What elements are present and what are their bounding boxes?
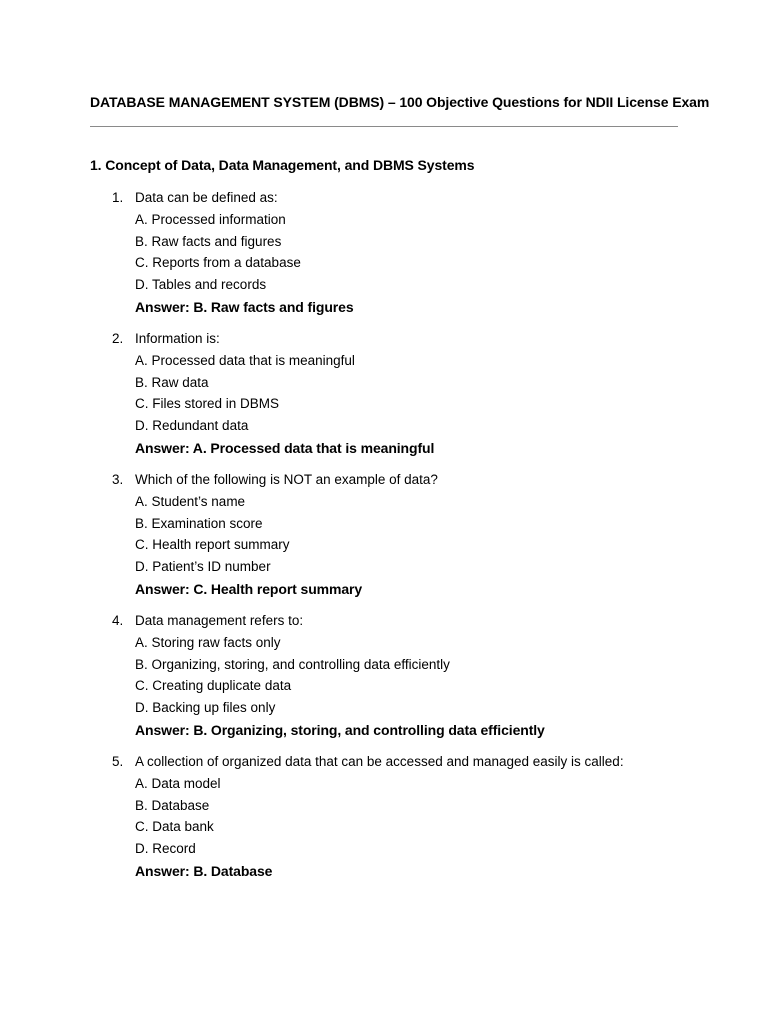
- option-b: B. Raw facts and figures: [135, 233, 282, 249]
- option-b: B. Raw data: [135, 374, 209, 390]
- option-a: A. Processed information: [135, 211, 286, 227]
- option-b: B. Database: [135, 797, 210, 813]
- option-b: B. Examination score: [135, 515, 263, 531]
- question-item: [90, 469, 678, 600]
- question-text: A collection of organized data that can be accessed and managed easily is called:: [135, 753, 624, 769]
- title-divider: [90, 126, 678, 127]
- option-d: D. Record: [135, 841, 196, 857]
- question-number: 5.: [112, 753, 124, 769]
- question-text: Data management refers to:: [135, 612, 304, 628]
- option-d: D. Tables and records: [135, 277, 267, 293]
- question-item: [90, 328, 678, 459]
- option-c: C. Files stored in DBMS: [135, 396, 280, 412]
- question-text: Data can be defined as:: [135, 190, 278, 205]
- option-c: C. Data bank: [135, 819, 214, 835]
- document-title: DATABASE MANAGEMENT SYSTEM (DBMS) – 100 Objective Questions for NDII License Exam: [90, 94, 710, 110]
- option-c: C. Health report summary: [135, 537, 290, 553]
- option-d: D. Backing up files only: [135, 700, 276, 716]
- question-item: [90, 610, 678, 741]
- option-a: A. Data model: [135, 775, 221, 791]
- question-number: 4.: [112, 612, 124, 628]
- section-heading: 1. Concept of Data, Data Management, and DBMS Systems: [90, 157, 475, 173]
- option-c: C. Reports from a database: [135, 255, 301, 271]
- option-a: A. Processed data that is meaningful: [135, 352, 355, 368]
- question-list: [90, 187, 678, 882]
- answer-line: Answer: A. Processed data that is meaningful: [135, 439, 435, 456]
- answer-line: Answer: C. Health report summary: [135, 580, 363, 597]
- question-item: [90, 751, 678, 882]
- option-c: C. Creating duplicate data: [135, 678, 292, 694]
- option-d: D. Redundant data: [135, 418, 249, 434]
- question-number: 2.: [112, 330, 124, 346]
- option-a: A. Storing raw facts only: [135, 634, 281, 650]
- option-d: D. Patient’s ID number: [135, 559, 271, 575]
- option-a: A. Student’s name: [135, 493, 246, 509]
- answer-line: Answer: B. Database: [135, 862, 273, 879]
- answer-line: Answer: B. Raw facts and figures: [135, 298, 354, 315]
- option-b: B. Organizing, storing, and controlling data efficiently: [135, 656, 450, 672]
- question-item: [90, 187, 678, 318]
- question-text: Which of the following is NOT an example of data?: [135, 471, 438, 487]
- answer-line: Answer: B. Organizing, storing, and controlling data efficiently: [135, 721, 545, 738]
- question-number: 1.: [112, 190, 124, 205]
- question-text: Information is:: [135, 330, 220, 346]
- question-number: 3.: [112, 471, 124, 487]
